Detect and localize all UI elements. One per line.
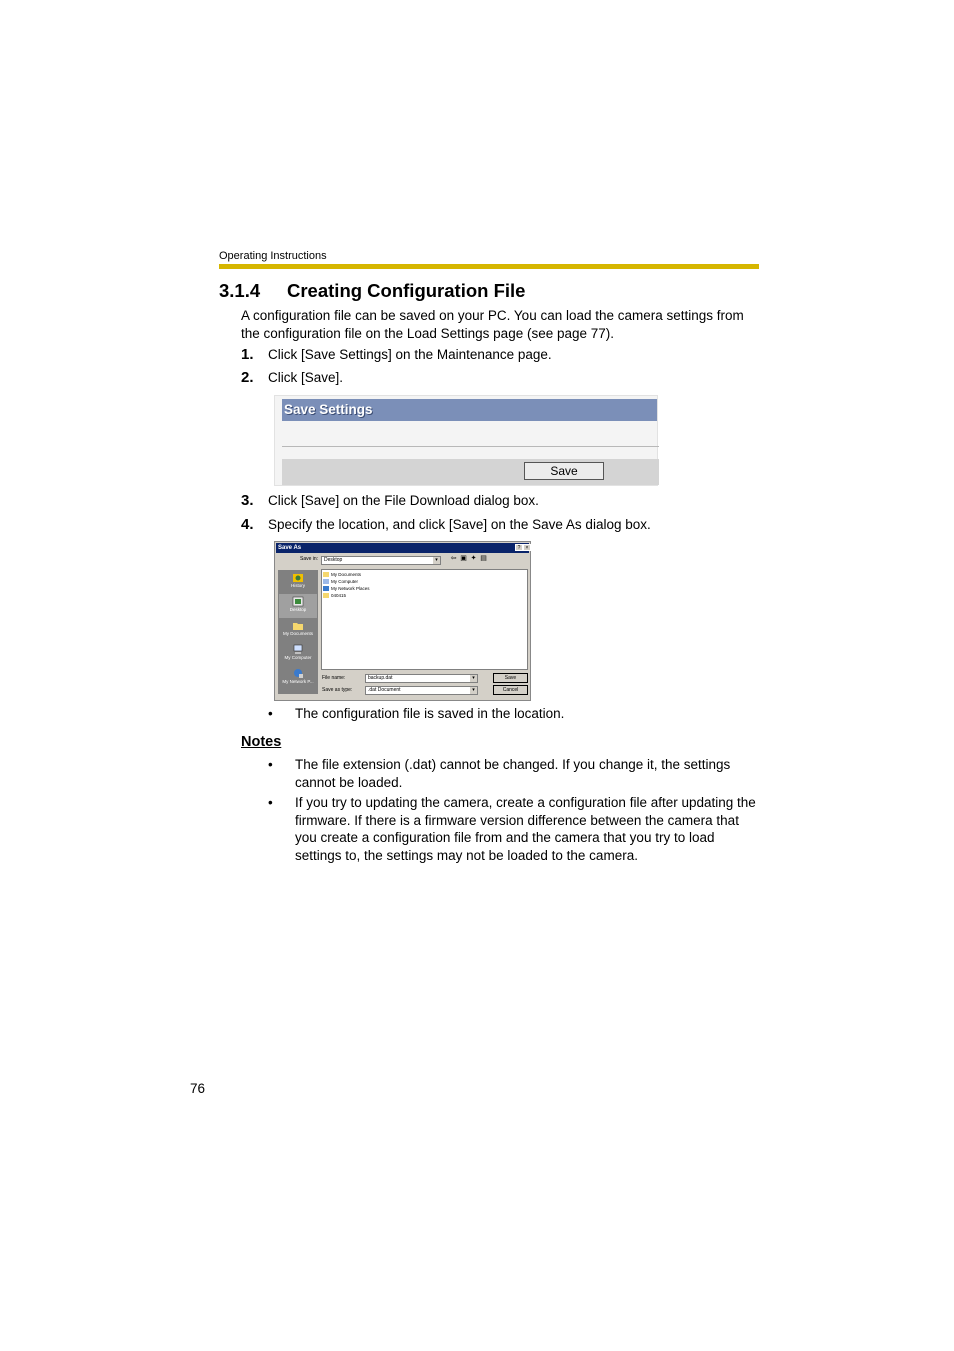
up-folder-icon[interactable]: ▣ <box>460 555 467 562</box>
file-name-label: File name: <box>322 675 346 681</box>
save-settings-panel <box>274 395 658 486</box>
close-button[interactable]: × <box>523 544 531 551</box>
step-number: 4. <box>241 516 254 533</box>
new-folder-icon[interactable]: ✦ <box>470 555 477 562</box>
chevron-down-icon: ▾ <box>433 557 440 564</box>
step-text: Click [Save]. <box>268 370 344 385</box>
bullet-dot: • <box>268 706 273 721</box>
note-text: If you try to updating the camera, create a configuration file after updating the firmware. If there is a firmware version difference between the camera that you create a configuration file from and the camera that you try to load settings to, the settings may not be loaded to the camera. <box>295 795 756 863</box>
network-icon <box>292 668 304 679</box>
section-heading <box>219 280 525 302</box>
file-name-field[interactable]: backup.dat ▾ <box>365 674 478 683</box>
places-bar <box>278 570 318 694</box>
place-history[interactable]: History <box>279 570 317 594</box>
save-as-dialog <box>274 541 531 701</box>
network-icon <box>323 586 329 591</box>
place-my-computer[interactable]: My Computer <box>279 642 317 666</box>
header-rule <box>219 264 759 269</box>
save-type-label: Save as type: <box>322 687 353 693</box>
list-item[interactable]: My Computer <box>323 578 358 585</box>
folder-icon <box>292 620 304 631</box>
step-text: Specify the location, and click [Save] on the Save As dialog box. <box>268 517 651 532</box>
folder-icon <box>323 572 329 577</box>
place-my-documents[interactable]: My Documents <box>279 618 317 642</box>
file-list[interactable] <box>321 569 528 670</box>
save-in-value: Desktop <box>324 557 343 563</box>
running-header: Operating Instructions <box>219 250 327 262</box>
section-title: Creating Configuration File <box>287 280 526 301</box>
help-button[interactable]: ? <box>515 544 523 551</box>
step-3 <box>241 492 539 509</box>
history-icon <box>292 572 304 583</box>
place-network[interactable]: My Network P... <box>279 666 317 690</box>
step-1 <box>241 346 552 363</box>
list-item[interactable]: 040415 <box>323 592 346 599</box>
chevron-down-icon: ▾ <box>470 687 477 694</box>
save-in-select[interactable] <box>321 556 441 565</box>
save-button[interactable]: Save <box>524 462 604 480</box>
notes-heading: Notes <box>241 734 282 750</box>
computer-icon <box>292 644 304 655</box>
bullet-dot: • <box>268 757 273 772</box>
note-item-2 <box>268 794 763 864</box>
view-menu-icon[interactable]: ▤ <box>480 555 487 562</box>
step-4 <box>241 516 651 533</box>
dialog-title: Save As <box>276 543 529 553</box>
save-in-label: Save in: <box>300 556 319 562</box>
result-bullet <box>268 705 763 723</box>
step-number: 2. <box>241 369 254 386</box>
intro-paragraph: A configuration file can be saved on your PC. You can load the camera settings from the configuration file on the Load Settings page (see page 77). <box>241 308 744 341</box>
note-item-1 <box>268 756 763 791</box>
bullet-dot: • <box>268 795 273 810</box>
step-number: 1. <box>241 346 254 363</box>
step-number: 3. <box>241 492 254 509</box>
dialog-save-button[interactable]: Save <box>493 673 528 683</box>
step-text: Click [Save Settings] on the Maintenance page. <box>268 347 552 362</box>
divider <box>282 446 659 447</box>
section-number: 3.1.4 <box>219 280 261 301</box>
desktop-icon <box>292 596 304 607</box>
list-item[interactable]: My Network Places <box>323 585 370 592</box>
back-icon[interactable]: ⇦ <box>450 555 457 562</box>
save-settings-title: Save Settings <box>282 399 657 421</box>
note-text: The file extension (.dat) cannot be changed. If you change it, the settings cannot be loaded. <box>295 757 731 790</box>
page-number: 76 <box>190 1081 206 1096</box>
chevron-down-icon: ▾ <box>470 675 477 682</box>
step-2 <box>241 369 343 386</box>
list-item[interactable]: My Documents <box>323 571 361 578</box>
save-type-select[interactable]: .dat Document ▾ <box>365 686 478 695</box>
step-text: Click [Save] on the File Download dialog box. <box>268 493 539 508</box>
place-desktop[interactable]: Desktop <box>279 594 317 618</box>
folder-icon <box>323 593 329 598</box>
bullet-text: The configuration file is saved in the location. <box>295 706 565 721</box>
dialog-cancel-button[interactable]: Cancel <box>493 685 528 695</box>
computer-icon <box>323 579 329 584</box>
